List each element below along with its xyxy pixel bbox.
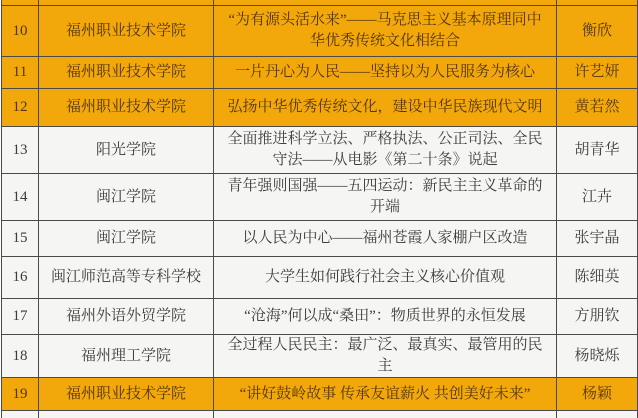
school-cell: 福州职业技术学院: [39, 89, 214, 127]
award-list-table: [1, 0, 638, 418]
school-cell: 福州职业技术学院: [39, 378, 214, 411]
table-row: [2, 174, 638, 221]
school-cell: 闽江师范高等专科学校: [39, 257, 214, 299]
row-number-cell: 12: [2, 89, 39, 127]
school-cell: [39, 411, 214, 418]
title-cell: 全面推进科学立法、严格执法、公正司法、全民守法——从电影《第二十条》说起: [214, 127, 557, 174]
school-cell: 闽江学院: [39, 221, 214, 257]
table-row: [2, 299, 638, 335]
name-cell: 杨颖: [557, 378, 638, 411]
row-number-cell: 18: [2, 335, 39, 378]
school-cell: 福州职业技术学院: [39, 57, 214, 89]
row-number-cell: 15: [2, 221, 39, 257]
table-row: [2, 378, 638, 411]
table-row: [2, 89, 638, 127]
table-body: [2, 0, 638, 418]
name-cell: 许艺妍: [557, 57, 638, 89]
row-number-cell: 10: [2, 6, 39, 57]
title-cell: “为有源头活水来”——马克思主义基本原理同中华优秀传统文化相结合: [214, 6, 557, 57]
school-cell: 阳光学院: [39, 127, 214, 174]
row-number-cell: 19: [2, 378, 39, 411]
table-row: [2, 57, 638, 89]
row-number-cell: 13: [2, 127, 39, 174]
title-cell: 以人民为中心——福州苍霞人家棚户区改造: [214, 221, 557, 257]
title-cell: 弘扬中华优秀传统文化，建设中华民族现代文明: [214, 89, 557, 127]
name-cell: 衡欣: [557, 6, 638, 57]
row-number-cell: 17: [2, 299, 39, 335]
table-row: [2, 257, 638, 299]
cropped-row-bottom: [2, 411, 638, 418]
title-cell: 大学生如何践行社会主义核心价值观: [214, 257, 557, 299]
name-cell: 张宇晶: [557, 221, 638, 257]
row-number-cell: 11: [2, 57, 39, 89]
table-row: [2, 127, 638, 174]
row-number-cell: 16: [2, 257, 39, 299]
name-cell: 方朋钦: [557, 299, 638, 335]
school-cell: 闽江学院: [39, 174, 214, 221]
school-cell: 福州理工学院: [39, 335, 214, 378]
title-cell: 青年强则国强——五四运动：新民主主义革命的开端: [214, 174, 557, 221]
table-row: [2, 221, 638, 257]
table-row: [2, 6, 638, 57]
title-cell: 全过程人民民主：最广泛、最真实、最管用的民主: [214, 335, 557, 378]
name-cell: [557, 411, 638, 418]
row-number-cell: 14: [2, 174, 39, 221]
title-cell: “讲好鼓岭故事 传承友谊薪火 共创美好未来”: [214, 378, 557, 411]
table-row: [2, 335, 638, 378]
name-cell: 江卉: [557, 174, 638, 221]
name-cell: 陈细英: [557, 257, 638, 299]
school-cell: 福州职业技术学院: [39, 6, 214, 57]
name-cell: 杨晓烁: [557, 335, 638, 378]
name-cell: 胡青华: [557, 127, 638, 174]
title-cell: 一片丹心为人民——坚持以为人民服务为核心: [214, 57, 557, 89]
school-cell: 福州外语外贸学院: [39, 299, 214, 335]
name-cell: 黄若然: [557, 89, 638, 127]
row-number-cell: [2, 411, 39, 418]
title-cell: “沧海”何以成“桑田”：物质世界的永恒发展: [214, 299, 557, 335]
title-cell: [214, 411, 557, 418]
